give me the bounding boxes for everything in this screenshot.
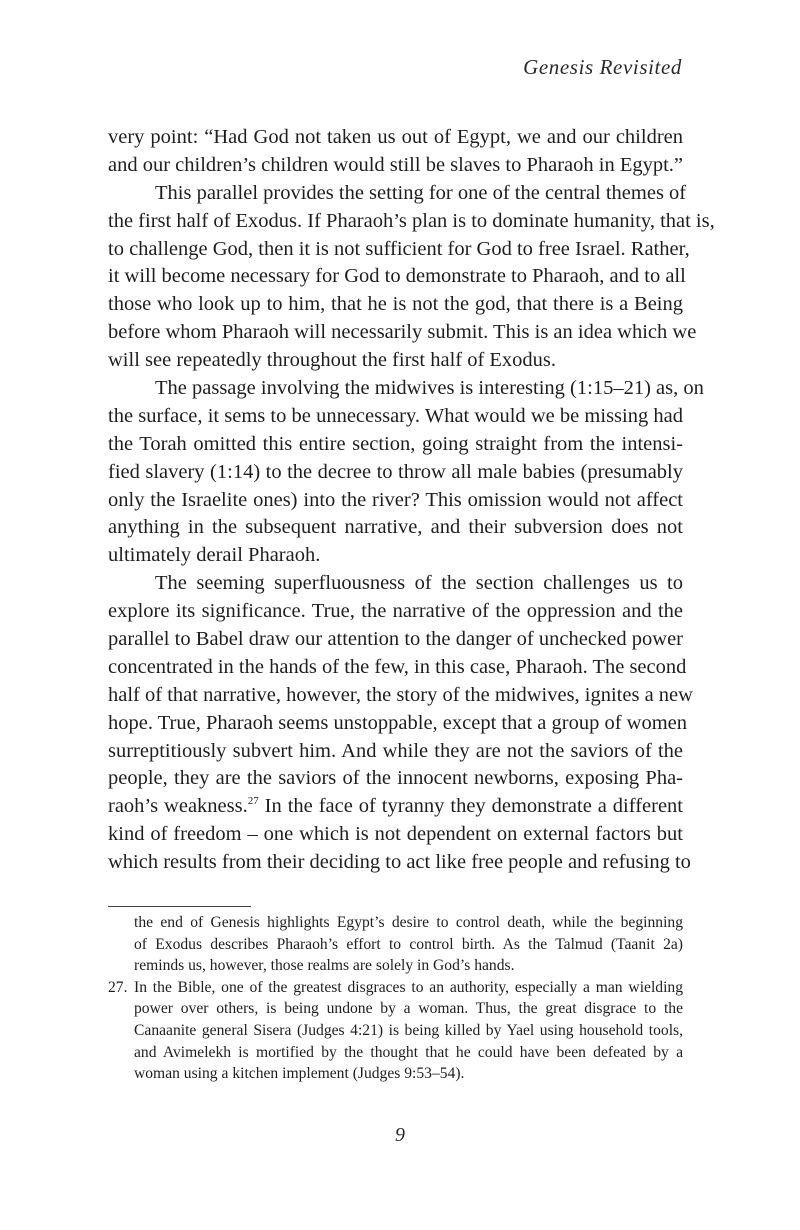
footnote-line: of Exodus describes Pharaoh’s effort to control birth. As the Talmud (Taanit 2a) (134, 935, 683, 953)
footnote-number: 27. (108, 978, 128, 996)
text-line: explore its significance. True, the narrative of the oppression and the (108, 600, 683, 623)
footnote-line: reminds us, however, those realms are solely in God’s hands. (134, 957, 515, 975)
text-line: those who look up to him, that he is not the god, that there is a Being (108, 293, 683, 316)
footnote-line: power over others, is being undone by a woman. Thus, the great disgrace to the (134, 1000, 683, 1018)
footnote-continued (108, 912, 683, 977)
text-line: anything in the subsequent narrative, and their subversion does not (108, 516, 683, 539)
paragraph (108, 180, 715, 375)
text-line: very point: “Had God not taken us out of Egypt, we and our children (108, 126, 683, 148)
footnote-line: Canaanite general Sisera (Judges 4:21) is being killed by Yael using household tools, (134, 1021, 683, 1039)
text-line: The passage involving the midwives is interesting (1:15–21) as, on (155, 377, 704, 400)
text-line: the surface, it sems to be unnecessary. What would we be missing had (108, 404, 683, 427)
footnote-reference[interactable]: 27 (247, 795, 259, 808)
paragraph (108, 124, 683, 180)
page-number: 9 (395, 1124, 405, 1146)
text-line: ultimately derail Pharaoh. (108, 544, 321, 567)
text-line: half of that narrative, however, the story of the midwives, ignites a new (108, 683, 693, 706)
text-line-with-footnote-ref (108, 793, 683, 821)
text-line: will see repeatedly throughout the first half of Exodus. (108, 349, 557, 372)
body-text (108, 124, 715, 877)
text-line: parallel to Babel draw our attention to the danger of unchecked power (108, 628, 683, 651)
text-line: it will become necessary for God to demonstrate to Pharaoh, and to all (108, 265, 686, 288)
footnote-separator-rule (108, 906, 251, 907)
text-line: the Torah omitted this entire section, going straight from the intensi- (108, 432, 683, 455)
footnote-line: woman using a kitchen implement (Judges 9:53–54). (134, 1065, 465, 1083)
paragraph (108, 570, 693, 877)
text-line: only the Israelite ones) into the river? This omission would not affect (108, 488, 683, 511)
footnotes (108, 912, 683, 1085)
footnote-line: In the Bible, one of the greatest disgraces to an authority, especially a man wielding (134, 978, 683, 996)
text-line: kind of freedom – one which is not dependent on external factors but (108, 823, 683, 846)
text-line: the first half of Exodus. If Pharaoh’s plan is to dominate humanity, that is, (108, 209, 715, 232)
text-segment: raoh’s weakness. (108, 795, 248, 818)
text-line: The seeming superfluousness of the section challenges us to (155, 572, 683, 595)
text-line: people, they are the saviors of the innocent newborns, exposing Pha- (108, 767, 683, 790)
text-line: fied slavery (1:14) to the decree to throw all male babies (presumably (108, 460, 683, 483)
text-line: and our children’s children would still be slaves to Pharaoh in Egypt.” (108, 153, 684, 176)
running-head: Genesis Revisited (523, 55, 682, 79)
text-segment: In the face of tyranny they demonstrate a different (258, 795, 683, 818)
text-line: This parallel provides the setting for one of the central themes of (155, 181, 687, 204)
text-line: surreptitiously subvert him. And while they are not the saviors of the (108, 739, 683, 762)
text-line: which results from their deciding to act like free people and refusing to (108, 851, 691, 874)
text-line: before whom Pharaoh will necessarily submit. This is an idea which we (108, 321, 697, 344)
footnote-27 (108, 977, 683, 1085)
text-line: hope. True, Pharaoh seems unstoppable, except that a group of women (108, 711, 688, 734)
footnote-line: and Avimelekh is mortified by the thought that he could have been defeated by a (134, 1043, 683, 1061)
text-line: concentrated in the hands of the few, in this case, Pharaoh. The second (108, 655, 687, 678)
text-line: to challenge God, then it is not sufficient for God to free Israel. Rather, (108, 237, 690, 260)
paragraph (108, 375, 704, 570)
footnote-line: the end of Genesis highlights Egypt’s desire to control death, while the beginning (134, 914, 683, 931)
